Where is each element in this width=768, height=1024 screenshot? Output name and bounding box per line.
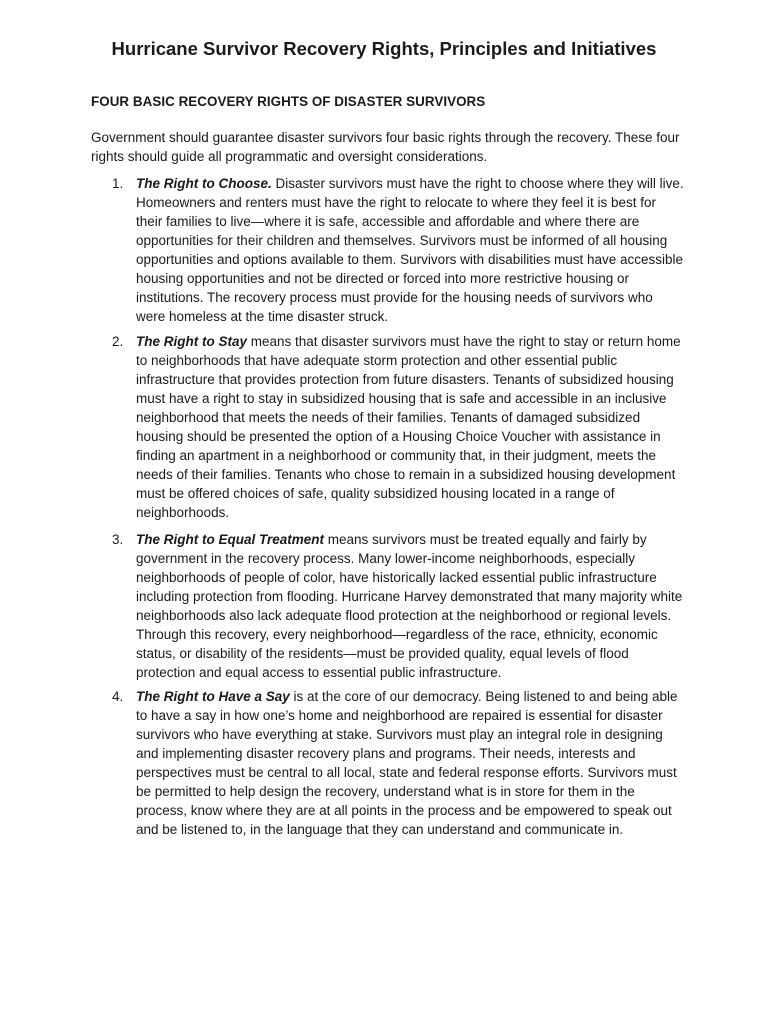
list-item-text xyxy=(136,174,684,326)
right-name: The Right to Equal Treatment xyxy=(136,532,325,547)
list-item-number: 1. xyxy=(112,176,124,191)
list-item-number: 2. xyxy=(112,334,124,349)
right-description: is at the core of our democracy. Being listened to and being able to have a say in how one’s home and neighborhood are repaired is essential for disaster survivors who have everything at stake. Survivors must play an integral role in designing and implementing disaster recovery plans and programs. Their needs, interests and perspectives must be central to all local, state and federal response efforts. Survivors must be permitted to help design the recovery, understand what is in store for them in the process, know where they are at all points in the process and be empowered to speak out and be listened to, in the language that they can understand and communicate in. xyxy=(136,689,678,837)
list-item-text xyxy=(136,530,684,682)
list-item-text xyxy=(136,687,684,839)
list-item-text xyxy=(136,332,684,522)
right-name: The Right to Have a Say xyxy=(136,689,290,704)
section-heading: FOUR BASIC RECOVERY RIGHTS OF DISASTER SURVIVORS xyxy=(91,94,486,109)
right-description: Disaster survivors must have the right to choose where they will live. Homeowners and renters must have the right to relocate to where they feel it is best for their families to live—where it is safe, accessible and affordable and where there are opportunities for their children and themselves. Survivors must be informed of all housing opportunities and options available to them. Survivors with disabilities must have accessible housing opportunities and not be directed or forced into more restrictive housing or institutions. The recovery process must provide for the housing needs of survivors who were homeless at the time disaster struck. xyxy=(136,176,684,324)
intro-paragraph: Government should guarantee disaster survivors four basic rights through the recovery. These four rights should guide all programmatic and oversight considerations. xyxy=(91,130,680,165)
right-name: The Right to Stay xyxy=(136,334,247,349)
right-description: means survivors must be treated equally and fairly by government in the recovery process. Many lower-income neighborhoods, especially neighborhoods of people of color, have historically lacked essential public infrastructure including protection from flooding. Hurricane Harvey demonstrated that many majority white neighborhoods also lack adequate flood protection at the neighborhood or regional levels. Through this recovery, every neighborhood—regardless of the race, ethnicity, economic status, or disability of the residents—must be provided quality, equal levels of flood protection and equal access to essential public infrastructure. xyxy=(136,532,683,680)
list-item-number: 4. xyxy=(112,689,124,704)
list-item-number: 3. xyxy=(112,532,124,547)
document-title: Hurricane Survivor Recovery Rights, Principles and Initiatives xyxy=(111,38,657,59)
right-description: means that disaster survivors must have the right to stay or return home to neighborhoods that have adequate storm protection and other essential public infrastructure that provides protection from future disasters. Tenants of subsidized housing must have a right to stay in subsidized housing that is safe and accessible in an inclusive neighborhood that meets the needs of their families. Tenants of damaged subsidized housing should be presented the option of a Housing Choice Voucher with assistance in finding an apartment in a neighborhood or community that, in their judgment, meets the needs of their families. Tenants who chose to remain in a subsidized housing development must be offered choices of safe, quality subsidized housing located in a range of neighborhoods. xyxy=(136,334,681,520)
right-name: The Right to Choose. xyxy=(136,176,272,191)
